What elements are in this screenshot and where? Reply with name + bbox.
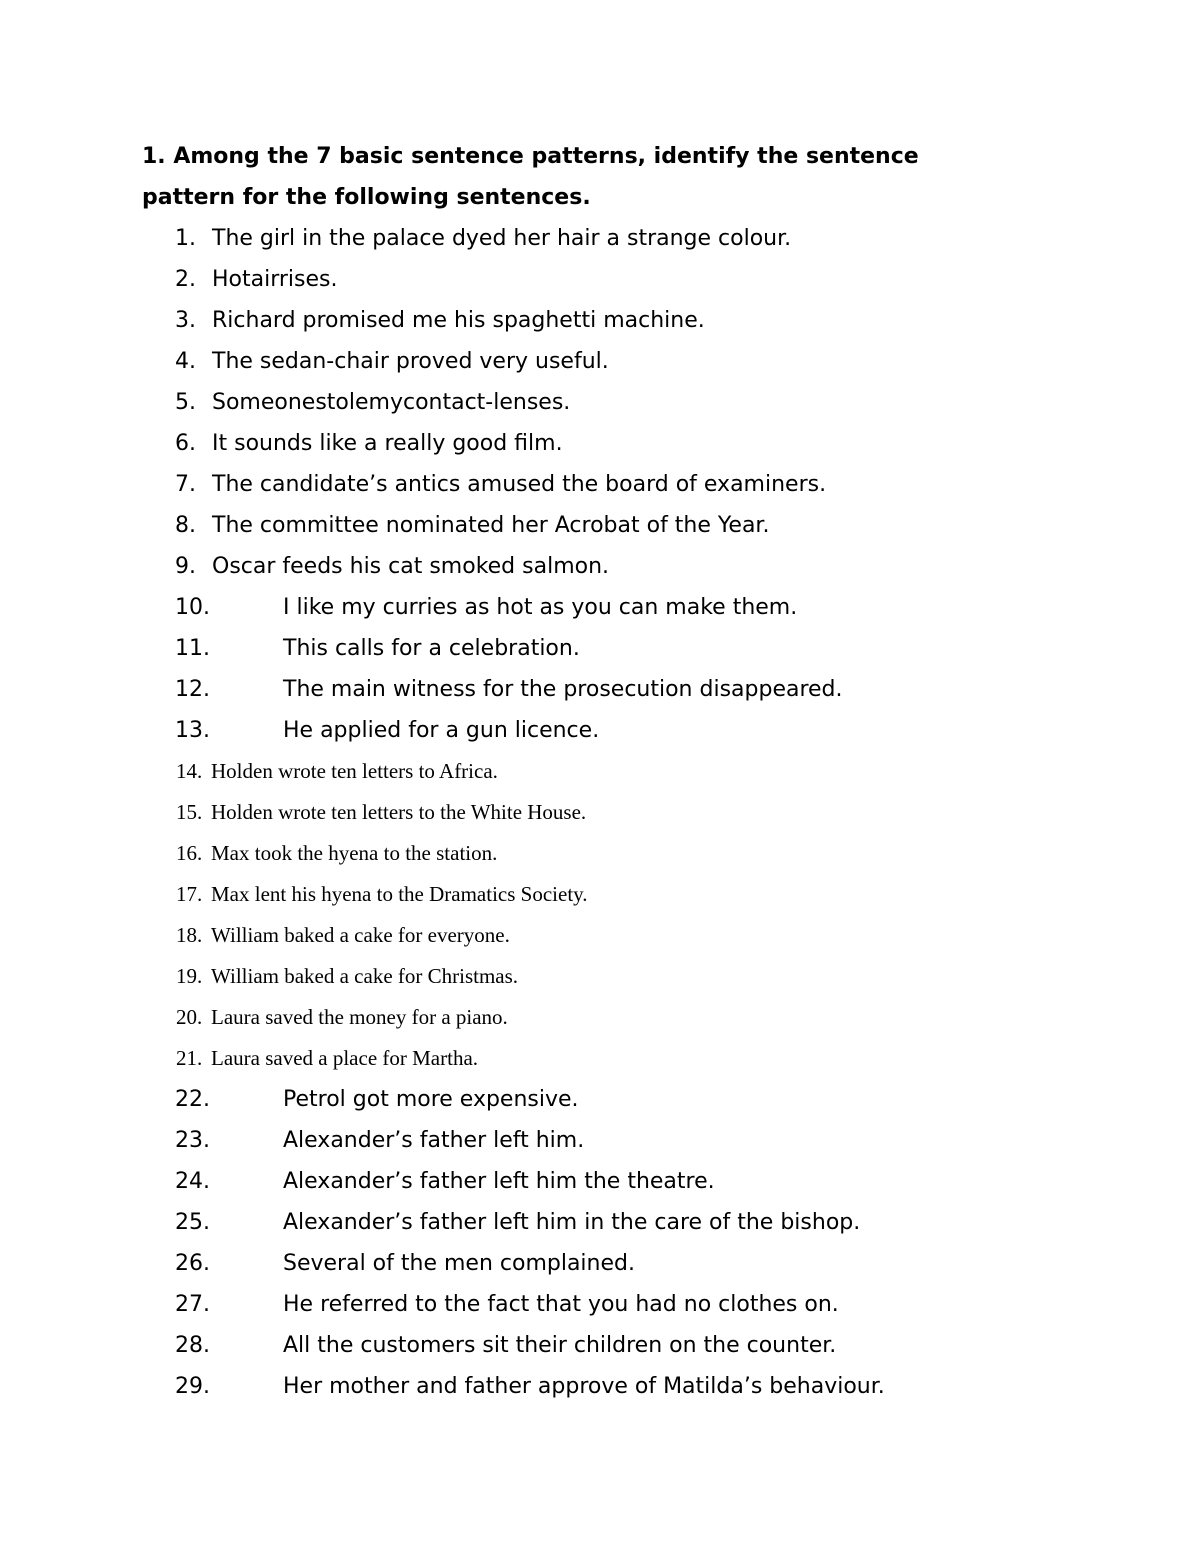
item-text: Hotairrises.	[212, 267, 338, 292]
item-number: 9.	[175, 554, 196, 579]
list-item	[0, 915, 1200, 956]
item-number: 1.	[175, 226, 196, 251]
item-text: Holden wrote ten letters to the White House.	[211, 800, 587, 824]
item-text: The girl in the palace dyed her hair a strange colour.	[212, 226, 792, 251]
item-number: 29.	[175, 1374, 210, 1399]
item-text: Several of the men complained.	[283, 1251, 635, 1276]
question-heading	[142, 136, 1022, 218]
list-item	[0, 382, 1200, 423]
list-item	[0, 1366, 1200, 1407]
item-number: 6.	[175, 431, 196, 456]
item-number: 13.	[175, 718, 210, 743]
item-text: He referred to the fact that you had no clothes on.	[283, 1292, 839, 1317]
list-item	[0, 1243, 1200, 1284]
item-text: The sedan-chair proved very useful.	[212, 349, 609, 374]
item-number: 15.	[176, 800, 203, 824]
item-number: 22.	[175, 1087, 210, 1112]
item-text: All the customers sit their children on the counter.	[283, 1333, 837, 1358]
item-number: 11.	[175, 636, 210, 661]
item-number: 23.	[175, 1128, 210, 1153]
item-text: Oscar feeds his cat smoked salmon.	[212, 554, 610, 579]
item-number: 8.	[175, 513, 196, 538]
item-number: 18.	[176, 923, 203, 947]
item-text: Alexander’s father left him.	[283, 1128, 585, 1153]
item-number: 20.	[176, 1005, 203, 1029]
item-number: 10.	[175, 595, 210, 620]
item-number: 24.	[175, 1169, 210, 1194]
item-number: 19.	[176, 964, 203, 988]
item-text: Alexander’s father left him the theatre.	[283, 1169, 715, 1194]
list-item	[0, 259, 1200, 300]
list-item	[0, 751, 1200, 792]
item-text: Laura saved the money for a piano.	[211, 1005, 508, 1029]
list-item	[0, 464, 1200, 505]
item-text: Holden wrote ten letters to Africa.	[211, 759, 498, 783]
item-number: 5.	[175, 390, 196, 415]
item-text: Laura saved a place for Martha.	[211, 1046, 479, 1070]
item-text: William baked a cake for Christmas.	[211, 964, 519, 988]
list-item	[0, 874, 1200, 915]
item-number: 21.	[176, 1046, 203, 1070]
list-item	[0, 1161, 1200, 1202]
list-item	[0, 833, 1200, 874]
item-number: 2.	[175, 267, 196, 292]
list-item	[0, 1284, 1200, 1325]
list-item	[0, 546, 1200, 587]
list-item	[0, 505, 1200, 546]
item-text: It sounds like a really good film.	[212, 431, 563, 456]
list-item	[0, 1120, 1200, 1161]
item-text: Max took the hyena to the station.	[211, 841, 498, 865]
list-item	[0, 423, 1200, 464]
item-number: 14.	[176, 759, 203, 783]
item-text: This calls for a celebration.	[283, 636, 580, 661]
item-number: 4.	[175, 349, 196, 374]
item-number: 26.	[175, 1251, 210, 1276]
list-item	[0, 1079, 1200, 1120]
item-text: William baked a cake for everyone.	[211, 923, 510, 947]
list-item	[0, 792, 1200, 833]
item-number: 7.	[175, 472, 196, 497]
item-text: He applied for a gun licence.	[283, 718, 600, 743]
item-text: I like my curries as hot as you can make them.	[283, 595, 798, 620]
list-item	[0, 1202, 1200, 1243]
list-item	[0, 669, 1200, 710]
item-text: Her mother and father approve of Matilda’s behaviour.	[283, 1374, 885, 1399]
item-text: Max lent his hyena to the Dramatics Society.	[211, 882, 588, 906]
item-text: Alexander’s father left him in the care of the bishop.	[283, 1210, 861, 1235]
list-item	[0, 628, 1200, 669]
list-item	[0, 300, 1200, 341]
item-text: Someonestolemycontact-lenses.	[212, 390, 571, 415]
item-number: 28.	[175, 1333, 210, 1358]
item-number: 25.	[175, 1210, 210, 1235]
heading-line-2: pattern for the following sentences.	[142, 185, 591, 210]
item-text: The committee nominated her Acrobat of the Year.	[212, 513, 770, 538]
list-item	[0, 710, 1200, 751]
item-number: 17.	[176, 882, 203, 906]
list-item	[0, 1325, 1200, 1366]
list-item	[0, 218, 1200, 259]
list-item	[0, 997, 1200, 1038]
item-number: 27.	[175, 1292, 210, 1317]
item-text: Petrol got more expensive.	[283, 1087, 579, 1112]
sentence-list	[0, 218, 1200, 1407]
item-number: 3.	[175, 308, 196, 333]
item-text: The main witness for the prosecution disappeared.	[283, 677, 843, 702]
list-item	[0, 1038, 1200, 1079]
item-text: Richard promised me his spaghetti machine.	[212, 308, 705, 333]
list-item	[0, 587, 1200, 628]
heading-line-1: 1. Among the 7 basic sentence patterns, identify the sentence	[142, 144, 919, 169]
list-item	[0, 956, 1200, 997]
item-number: 16.	[176, 841, 203, 865]
item-number: 12.	[175, 677, 210, 702]
list-item	[0, 341, 1200, 382]
item-text: The candidate’s antics amused the board of examiners.	[212, 472, 827, 497]
